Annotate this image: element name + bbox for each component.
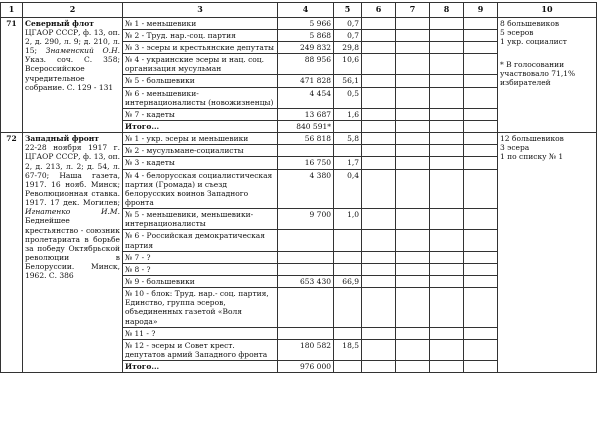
empty-cell [362, 339, 396, 360]
empty-cell [464, 361, 498, 373]
empty-cell [362, 17, 396, 29]
party-list-label: № 5 - большевики [123, 75, 278, 87]
empty-cell [464, 230, 498, 251]
percent-cell: 0,7 [334, 17, 362, 29]
party-list-label: № 6 - Российская демократическая партия [123, 230, 278, 251]
party-list-label: № 1 - меньшевики [123, 17, 278, 29]
party-list-label: № 3 - кадеты [123, 157, 278, 169]
empty-cell [362, 327, 396, 339]
party-list-label: № 3 - эсеры и крестьянские депутаты [123, 42, 278, 54]
empty-cell [334, 121, 362, 133]
empty-cell [396, 42, 430, 54]
col-header: 2 [23, 3, 123, 18]
empty-cell [464, 275, 498, 287]
votes-cell: 653 430 [278, 275, 334, 287]
empty-cell [396, 251, 430, 263]
empty-cell [396, 133, 430, 145]
elected-deputies-note: 1 укр. социалист [500, 37, 567, 47]
votes-cell: 88 956 [278, 54, 334, 75]
party-list-label: № 12 - эсеры и Совет крест. депутатов армий Западного фронта [123, 339, 278, 360]
col-header: 4 [278, 3, 334, 18]
percent-cell [334, 230, 362, 251]
empty-cell [396, 169, 430, 209]
col-header: 7 [396, 3, 430, 18]
empty-cell [396, 275, 430, 287]
votes-cell: 5 868 [278, 29, 334, 41]
votes-cell: 5 966 [278, 17, 334, 29]
party-list-label: № 9 - большевики [123, 275, 278, 287]
turnout-footnote: * В голосовании участвовало 71,1% избирателей [500, 60, 576, 88]
percent-cell: 1,6 [334, 108, 362, 120]
empty-cell [430, 42, 464, 54]
table-row [1, 17, 597, 29]
percent-cell: 56,1 [334, 75, 362, 87]
party-list-label: № 2 - Труд. нар.-соц. партия [123, 29, 278, 41]
votes-cell: 56 818 [278, 133, 334, 145]
percent-cell: 0,7 [334, 29, 362, 41]
empty-cell [430, 263, 464, 275]
col-header: 5 [334, 3, 362, 18]
empty-cell [362, 361, 396, 373]
empty-cell [362, 29, 396, 41]
percent-cell [334, 288, 362, 328]
empty-cell [396, 75, 430, 87]
elected-deputies-note: 8 большевиков [500, 18, 560, 28]
empty-cell [464, 133, 498, 145]
district-title: Западный фронт [25, 134, 99, 144]
total-label: Итого... [123, 361, 278, 373]
empty-cell [464, 251, 498, 263]
votes-cell [278, 145, 334, 157]
empty-cell [430, 327, 464, 339]
empty-cell [430, 209, 464, 230]
elected-deputies-cell [498, 133, 597, 373]
table-body [1, 17, 597, 373]
party-list-label: № 4 - белорусская социалистическая партия (Громада) и съезд белорусских воинов Западного фронта [123, 169, 278, 209]
empty-cell [396, 145, 430, 157]
empty-cell [362, 157, 396, 169]
votes-cell [278, 288, 334, 328]
empty-cell [430, 230, 464, 251]
percent-cell [334, 263, 362, 275]
empty-cell [464, 145, 498, 157]
empty-cell [464, 75, 498, 87]
empty-cell [396, 288, 430, 328]
votes-cell: 9 700 [278, 209, 334, 230]
votes-cell: 4 454 [278, 87, 334, 108]
district-source-cell [23, 133, 123, 373]
col-header: 8 [430, 3, 464, 18]
empty-cell [430, 108, 464, 120]
empty-cell [464, 29, 498, 41]
empty-cell [396, 361, 430, 373]
empty-cell [362, 42, 396, 54]
empty-cell [362, 108, 396, 120]
votes-cell [278, 263, 334, 275]
empty-cell [396, 121, 430, 133]
empty-cell [396, 209, 430, 230]
party-list-label: № 7 - ? [123, 251, 278, 263]
percent-cell: 0,5 [334, 87, 362, 108]
elected-deputies-cell [498, 17, 597, 132]
empty-cell [430, 17, 464, 29]
empty-cell [464, 121, 498, 133]
party-list-label: № 11 - ? [123, 327, 278, 339]
votes-cell: 180 582 [278, 339, 334, 360]
empty-cell [430, 75, 464, 87]
empty-cell [430, 133, 464, 145]
empty-cell [362, 263, 396, 275]
empty-cell [430, 288, 464, 328]
empty-cell [430, 339, 464, 360]
empty-cell [362, 230, 396, 251]
empty-cell [430, 361, 464, 373]
source-author: Знаменский О.Н. [45, 46, 120, 56]
empty-cell [430, 251, 464, 263]
percent-cell: 10,6 [334, 54, 362, 75]
percent-cell: 18,5 [334, 339, 362, 360]
party-list-label: № 6 - меньшевики-интернационалисты (новожизненцы) [123, 87, 278, 108]
empty-cell [362, 275, 396, 287]
votes-cell: 4 380 [278, 169, 334, 209]
party-list-label: № 7 - кадеты [123, 108, 278, 120]
empty-cell [464, 87, 498, 108]
empty-cell [430, 121, 464, 133]
votes-cell [278, 230, 334, 251]
party-list-label: № 10 - блок: Труд. нар.- соц. партия, Единство, группа эсеров, объединенных газетой «Воля народа» [123, 288, 278, 328]
votes-cell: 13 687 [278, 108, 334, 120]
empty-cell [362, 145, 396, 157]
empty-cell [430, 87, 464, 108]
empty-cell [430, 145, 464, 157]
district-number: 72 [1, 133, 23, 373]
empty-cell [430, 169, 464, 209]
percent-cell: 1,7 [334, 157, 362, 169]
empty-cell [464, 169, 498, 209]
party-list-label: № 4 - украинские эсеры и нац. соц. организация мусульман [123, 54, 278, 75]
empty-cell [362, 75, 396, 87]
empty-cell [362, 251, 396, 263]
percent-cell: 1,0 [334, 209, 362, 230]
elected-deputies-note: 3 эсера [500, 143, 530, 153]
total-votes: 976 000 [278, 361, 334, 373]
elected-deputies-note: 12 большевиков [500, 134, 564, 144]
elected-deputies-note: 1 по списку № 1 [500, 152, 564, 162]
district-title: Северный флот [25, 18, 94, 28]
empty-cell [464, 42, 498, 54]
empty-cell [334, 361, 362, 373]
empty-cell [464, 327, 498, 339]
party-list-label: № 5 - меньшевики, меньшевики-интернационалисты [123, 209, 278, 230]
empty-cell [396, 87, 430, 108]
empty-cell [464, 54, 498, 75]
elected-deputies-note: 5 эсеров [500, 27, 534, 37]
empty-cell [464, 288, 498, 328]
percent-cell: 66,9 [334, 275, 362, 287]
empty-cell [362, 169, 396, 209]
col-header: 9 [464, 3, 498, 18]
total-label: Итого... [123, 121, 278, 133]
party-list-label: № 1 - укр. эсеры и меньшевики [123, 133, 278, 145]
party-list-label: № 8 - ? [123, 263, 278, 275]
empty-cell [362, 209, 396, 230]
header-row [1, 3, 597, 18]
empty-cell [396, 29, 430, 41]
col-header: 10 [498, 3, 597, 18]
votes-cell [278, 251, 334, 263]
table-row [1, 133, 597, 145]
empty-cell [464, 157, 498, 169]
empty-cell [396, 108, 430, 120]
percent-cell [334, 327, 362, 339]
percent-cell [334, 251, 362, 263]
percent-cell: 0,4 [334, 169, 362, 209]
source-text: Беднейшее крестьянство - союзник пролетариата в борьбе за победу Октябрьской революции в Белоруссии. Минск, 1962. С. 386 [25, 216, 120, 281]
district-source-cell [23, 17, 123, 132]
empty-cell [430, 157, 464, 169]
empty-cell [396, 17, 430, 29]
empty-cell [430, 275, 464, 287]
empty-cell [362, 87, 396, 108]
empty-cell [362, 288, 396, 328]
empty-cell [464, 263, 498, 275]
party-list-label: № 2 - мусульмане-социалисты [123, 145, 278, 157]
empty-cell [362, 121, 396, 133]
source-text: Указ. соч. С. 358; Всероссийское учредительное собрание. С. 129 - 131 [25, 55, 120, 92]
empty-cell [362, 133, 396, 145]
col-header: 6 [362, 3, 396, 18]
district-number: 71 [1, 17, 23, 132]
empty-cell [396, 157, 430, 169]
col-header: 1 [1, 3, 23, 18]
votes-cell: 471 828 [278, 75, 334, 87]
empty-cell [464, 17, 498, 29]
empty-cell [396, 230, 430, 251]
votes-cell [278, 327, 334, 339]
empty-cell [396, 263, 430, 275]
empty-cell [362, 54, 396, 75]
votes-cell: 249 832 [278, 42, 334, 54]
empty-cell [430, 29, 464, 41]
source-text: ЦГАОР СССР, ф. 13, оп. 2, д. 290, л. 9; д. 210, л. 15; [25, 27, 120, 56]
percent-cell: 5,8 [334, 133, 362, 145]
empty-cell [464, 108, 498, 120]
source-author: Игнатенко И.М. [25, 207, 120, 217]
election-results-table [0, 2, 597, 373]
total-votes: 840 591* [278, 121, 334, 133]
empty-cell [430, 54, 464, 75]
empty-cell [396, 54, 430, 75]
empty-cell [396, 339, 430, 360]
percent-cell: 29,8 [334, 42, 362, 54]
source-text: 22-28 ноября 1917 г. ЦГАОР СССР, ф. 13, оп. 2, д. 213, л. 2; д. 54, л. 67-70; Наша газета, 1917. 16 нояб. Минск; Революционная ставка. 1917. 17 дек. Могилев; [25, 143, 120, 208]
col-header: 3 [123, 3, 278, 18]
empty-cell [464, 209, 498, 230]
empty-cell [396, 327, 430, 339]
empty-cell [464, 339, 498, 360]
percent-cell [334, 145, 362, 157]
votes-cell: 16 750 [278, 157, 334, 169]
